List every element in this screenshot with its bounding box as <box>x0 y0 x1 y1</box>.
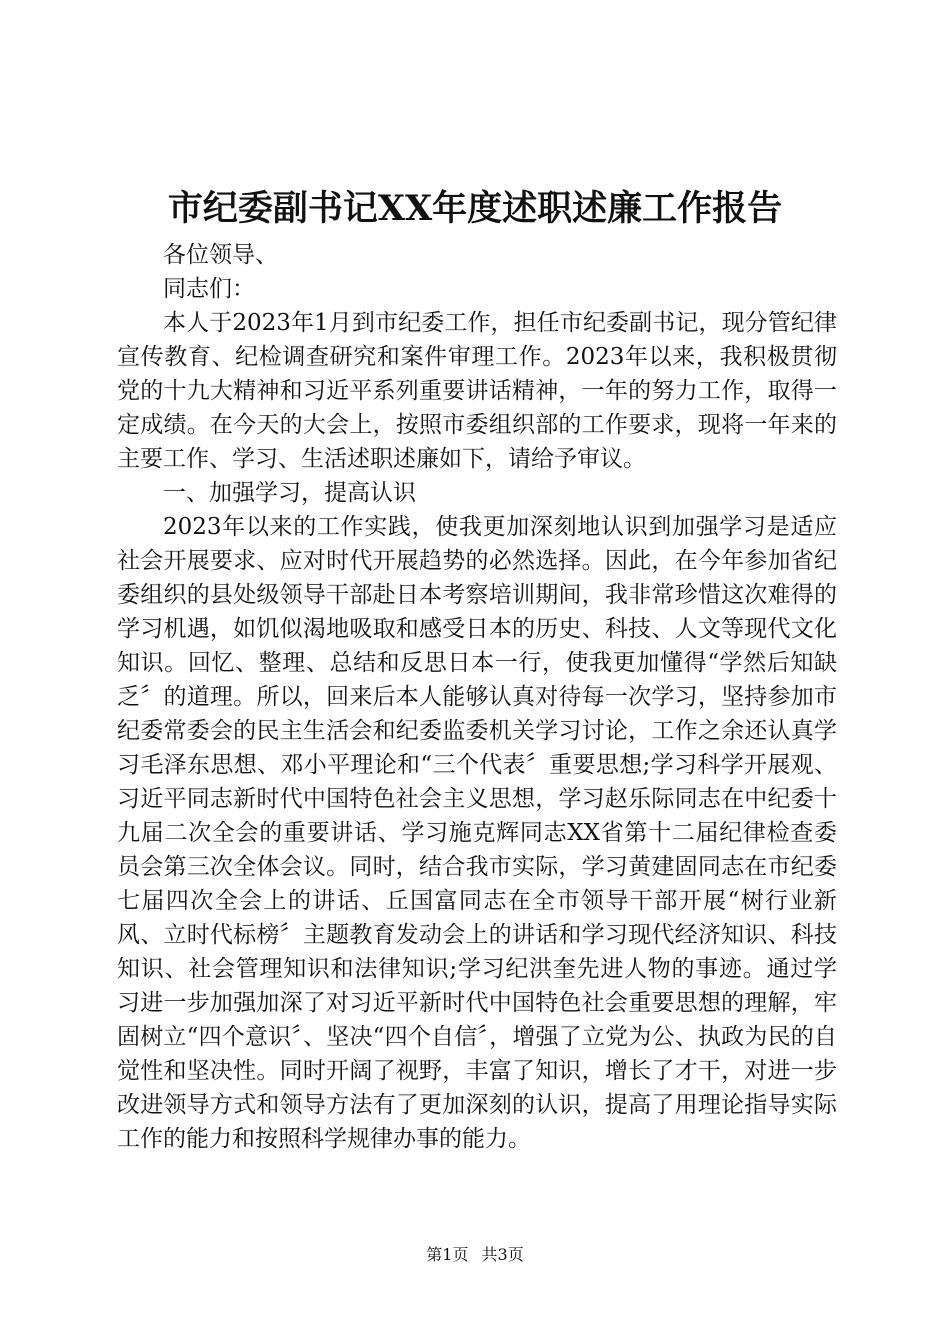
document-body <box>117 238 837 1156</box>
section-heading: 一、加强学习，提高认识 <box>163 480 416 506</box>
paragraph-intro: 本人于2023年1月到市纪委工作，担任市纪委副书记，现分管纪律宣传教育、纪检调查研究和案件审理工作。2023年以来，我积极贯彻党的十九大精神和习近平系列重要讲话精神，一年的努力工作，取得一定成绩。在今天的大会上，按照市委组织部的工作要求，现将一年来的主要工作、学习、生活述职述廉如下，请给予审议。 <box>117 310 837 472</box>
page-total: 共3页 <box>481 1245 524 1264</box>
paragraph-study: 2023年以来的工作实践，使我更加深刻地认识到加强学习是适应社会开展要求、应对时代开展趋势的必然选择。因此，在今年参加省纪委组织的县处级领导干部赴日本考察培训期间，我非常珍惜这次难得的学习机遇，如饥似渴地吸取和感受日本的历史、科技、人文等现代文化知识。回忆、整理、总结和反思日本一行，使我更加懂得“学然后知缺乏〞的道理。所以，回来后本人能够认真对待每一次学习，坚持参加市纪委常委会的民主生活会和纪委监委机关学习讨论，工作之余还认真学习毛泽东思想、邓小平理论和“三个代表〞重要思想;学习科学开展观、习近平同志新时代中国特色社会主义思想，学习赵乐际同志在中纪委十九届二次全会的重要讲话、学习施克辉同志XX省第十二届纪律检查委员会第三次全体会议。同时，结合我市实际，学习黄建固同志在市纪委七届四次全会上的讲话、丘国富同志在全市领导干部开展“树行业新风、立时代标榜〞主题教育发动会上的讲话和学习现代经济知识、科技知识、社会管理知识和法律知识;学习纪洪奎先进人物的事迹。通过学习进一步加强加深了对习近平新时代中国特色社会重要思想的理解，牢固树立“四个意识〞、坚决“四个自信〞，增强了立党为公、执政为民的自觉性和坚决性。同时开阔了视野，丰富了知识，增长了才干，对进一步改进领导方式和领导方法有了更加深刻的认识，提高了用理论指导实际工作的能力和按照科学规律办事的能力。 <box>117 514 837 1152</box>
page-footer <box>0 1244 950 1266</box>
salutation-line-2: 同志们： <box>163 276 255 302</box>
document-title: 市纪委副书记XX年度述职述廉工作报告 <box>167 188 783 229</box>
page-number: 第1页 <box>426 1245 469 1264</box>
salutation-line-1: 各位领导、 <box>163 242 278 268</box>
